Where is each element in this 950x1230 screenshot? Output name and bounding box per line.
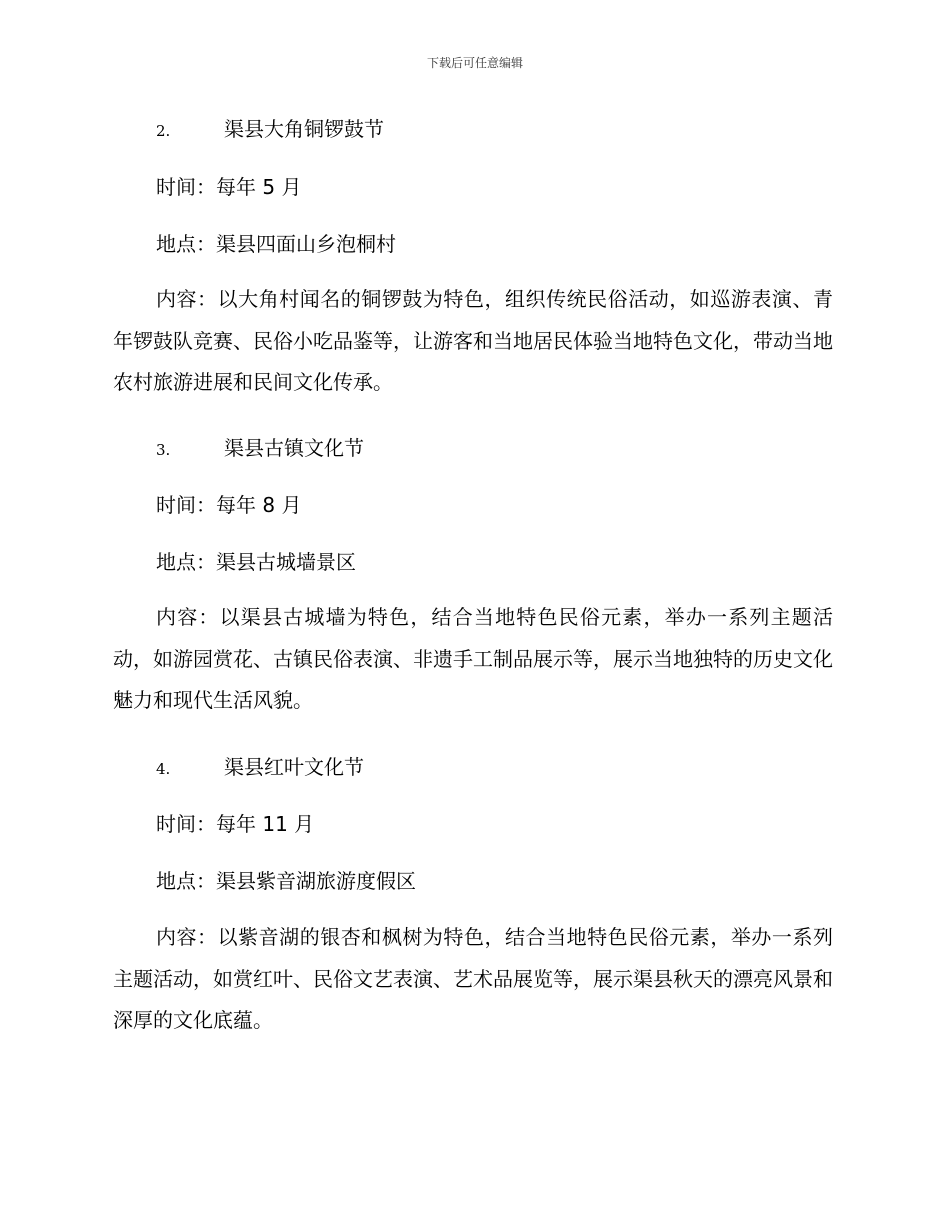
section-number: 3. <box>156 441 171 459</box>
event-time: 时间：每年 5 月 <box>156 175 302 199</box>
section-heading <box>113 117 876 143</box>
event-time: 时间：每年 8 月 <box>156 493 302 517</box>
section-number: 2. <box>156 122 171 140</box>
event-time: 时间：每年 11 月 <box>156 812 315 836</box>
event-place: 地点：渠县四面山乡泡桐村 <box>156 232 396 256</box>
page-header: 下载后可任意编辑 <box>426 56 523 70</box>
event-place: 地点：渠县紫音湖旅游度假区 <box>156 869 416 893</box>
event-content: 内容：以紫音湖的银杏和枫树为特色，结合当地特色民俗元素，举办一系列主题活动，如赏红叶、民俗文艺表演、艺术品展览等，展示渠县秋天的漂亮风景和深厚的文化底蕴。 <box>113 925 833 1032</box>
event-content: 内容：以渠县古城墙为特色，结合当地特色民俗元素，举办一系列主题活动，如游园赏花、古镇民俗表演、非遗手工制品展示等，展示当地独特的历史文化魅力和现代生活风貌。 <box>113 605 833 712</box>
event-content: 内容：以大角村闻名的铜锣鼓为特色，组织传统民俗活动，如巡游表演、青年锣鼓队竞赛、民俗小吃品鉴等，让游客和当地居民体验当地特色文化，带动当地农村旅游进展和民间文化传承。 <box>113 287 833 394</box>
event-place: 地点：渠县古城墙景区 <box>156 550 356 574</box>
section-heading <box>113 755 876 781</box>
section-number: 4. <box>156 760 171 778</box>
section-title: 渠县红叶文化节 <box>224 755 364 779</box>
section-title: 渠县大角铜锣鼓节 <box>224 117 384 141</box>
section-heading <box>113 436 876 462</box>
section-title: 渠县古镇文化节 <box>224 436 364 460</box>
